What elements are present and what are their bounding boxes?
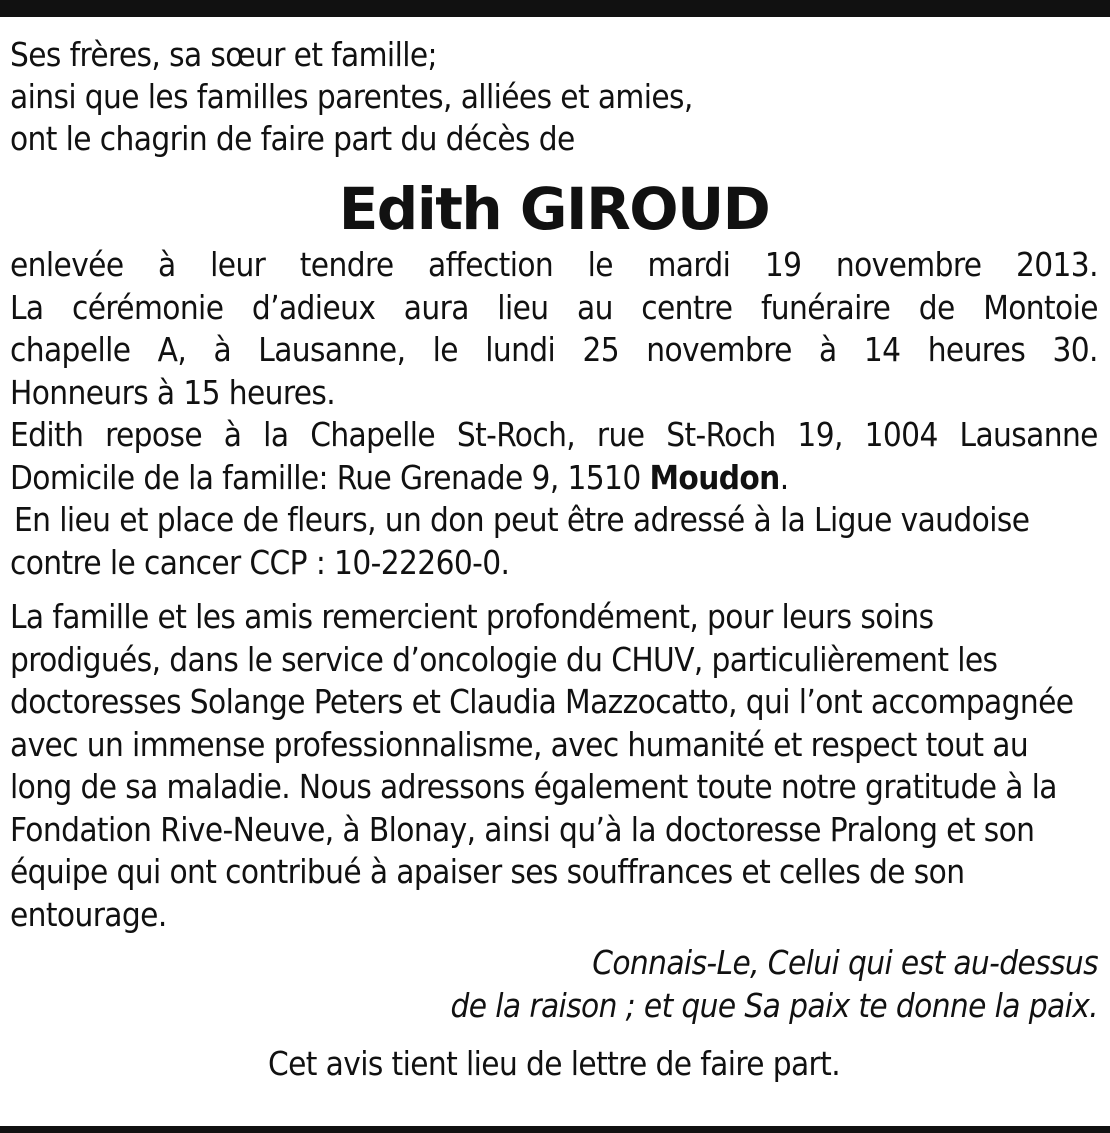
word: cérémonie bbox=[72, 287, 224, 327]
word: 14 bbox=[863, 330, 901, 369]
word: de bbox=[918, 287, 955, 327]
details-line-8: contre le cancer CCP : 10-22260-0. bbox=[10, 542, 510, 582]
details-line-3 bbox=[10, 329, 1098, 372]
details-block bbox=[10, 244, 1098, 584]
thanks-line-8: entourage. bbox=[10, 894, 167, 934]
word: la bbox=[263, 415, 289, 454]
town-name: Moudon bbox=[649, 457, 780, 497]
word: enlevée bbox=[10, 245, 124, 284]
word: 2013. bbox=[1015, 245, 1098, 284]
word: tendre bbox=[299, 245, 394, 284]
intro-line-2: ainsi que les familles parentes, alliées et amies, bbox=[10, 77, 693, 116]
word: le bbox=[587, 245, 613, 284]
word: novembre bbox=[835, 245, 982, 284]
thanks-block bbox=[10, 596, 1098, 936]
quote-line-2: de la raison ; et que Sa paix te donne la paix. bbox=[450, 985, 1098, 1025]
intro-block bbox=[10, 34, 1098, 160]
word: Chapelle bbox=[310, 415, 436, 454]
word: à bbox=[213, 330, 232, 369]
word: 19 bbox=[764, 245, 802, 284]
word: funéraire bbox=[760, 287, 891, 327]
word: 25 bbox=[582, 330, 620, 369]
address-text: Domicile de la famille: Rue Grenade 9, 1510 bbox=[10, 457, 650, 497]
thanks-line-1: La famille et les amis remercient profondément, pour leurs soins bbox=[10, 597, 934, 636]
word: Lausanne, bbox=[258, 330, 406, 369]
word: leur bbox=[210, 245, 266, 284]
thanks-line-2: prodigués, dans le service d’oncologie du CHUV, particulièrement les bbox=[10, 639, 998, 679]
word: Lausanne bbox=[959, 415, 1098, 454]
intro-line-1: Ses frères, sa sœur et famille; bbox=[10, 35, 437, 74]
thanks-line-7: équipe qui ont contribué à apaiser ses souffrances et celles de son bbox=[10, 852, 965, 891]
details-line-5 bbox=[10, 414, 1098, 457]
word: novembre bbox=[646, 330, 792, 369]
details-line-6 bbox=[10, 457, 1098, 500]
deceased-name: Edith GIROUD bbox=[338, 175, 770, 243]
word: chapelle bbox=[10, 330, 131, 369]
details-line-2 bbox=[10, 287, 1098, 330]
thanks-line-6: Fondation Rive-Neuve, à Blonay, ainsi qu’à la doctoresse Pralong et son bbox=[10, 809, 1035, 849]
word: à bbox=[158, 245, 176, 284]
thanks-line-5: long de sa maladie. Nous adressons également toute notre gratitude à la bbox=[10, 767, 1057, 806]
word: aura bbox=[403, 287, 469, 327]
word: mardi bbox=[647, 245, 731, 284]
address-end: . bbox=[779, 457, 789, 497]
word: St-Roch, bbox=[456, 415, 576, 454]
top-rule bbox=[0, 0, 1110, 17]
word: 19, bbox=[797, 415, 843, 454]
word: A, bbox=[157, 330, 187, 369]
word: au bbox=[576, 287, 613, 327]
quote-line-1: Connais-Le, Celui qui est au-dessus bbox=[592, 943, 1098, 982]
word: Edith bbox=[10, 415, 84, 454]
details-line-7: En lieu et place de fleurs, un don peut être adressé à la Ligue vaudoise bbox=[14, 500, 1030, 539]
word: repose bbox=[105, 415, 203, 454]
word: St-Roch bbox=[666, 415, 776, 454]
word: d’adieux bbox=[251, 287, 376, 327]
word: La bbox=[10, 287, 44, 327]
word: rue bbox=[596, 415, 645, 454]
word: 30. bbox=[1052, 330, 1098, 369]
intro-line-3: ont le chagrin de faire part du décès de bbox=[10, 119, 575, 158]
word: lundi bbox=[485, 330, 556, 369]
word: affection bbox=[428, 245, 554, 284]
quote-block bbox=[10, 942, 1098, 1027]
word: Montoie bbox=[983, 287, 1098, 327]
details-line-1 bbox=[10, 244, 1098, 287]
thanks-line-3: doctoresses Solange Peters et Claudia Mazzocatto, qui l’ont accompagnée bbox=[10, 682, 1074, 721]
word: heures bbox=[927, 330, 1026, 369]
obituary-notice bbox=[10, 34, 1098, 1085]
word: à bbox=[819, 330, 837, 369]
word: centre bbox=[641, 287, 733, 327]
closing-statement: Cet avis tient lieu de lettre de faire part. bbox=[267, 1044, 841, 1083]
word: le bbox=[432, 330, 458, 369]
details-line-4: Honneurs à 15 heures. bbox=[10, 372, 336, 412]
paragraph-gap bbox=[10, 584, 1098, 596]
word: lieu bbox=[497, 287, 549, 327]
thanks-line-4: avec un immense professionnalisme, avec humanité et respect tout au bbox=[10, 724, 1029, 764]
bottom-rule bbox=[0, 1126, 1110, 1133]
word: à bbox=[223, 415, 242, 454]
word: 1004 bbox=[864, 415, 938, 454]
